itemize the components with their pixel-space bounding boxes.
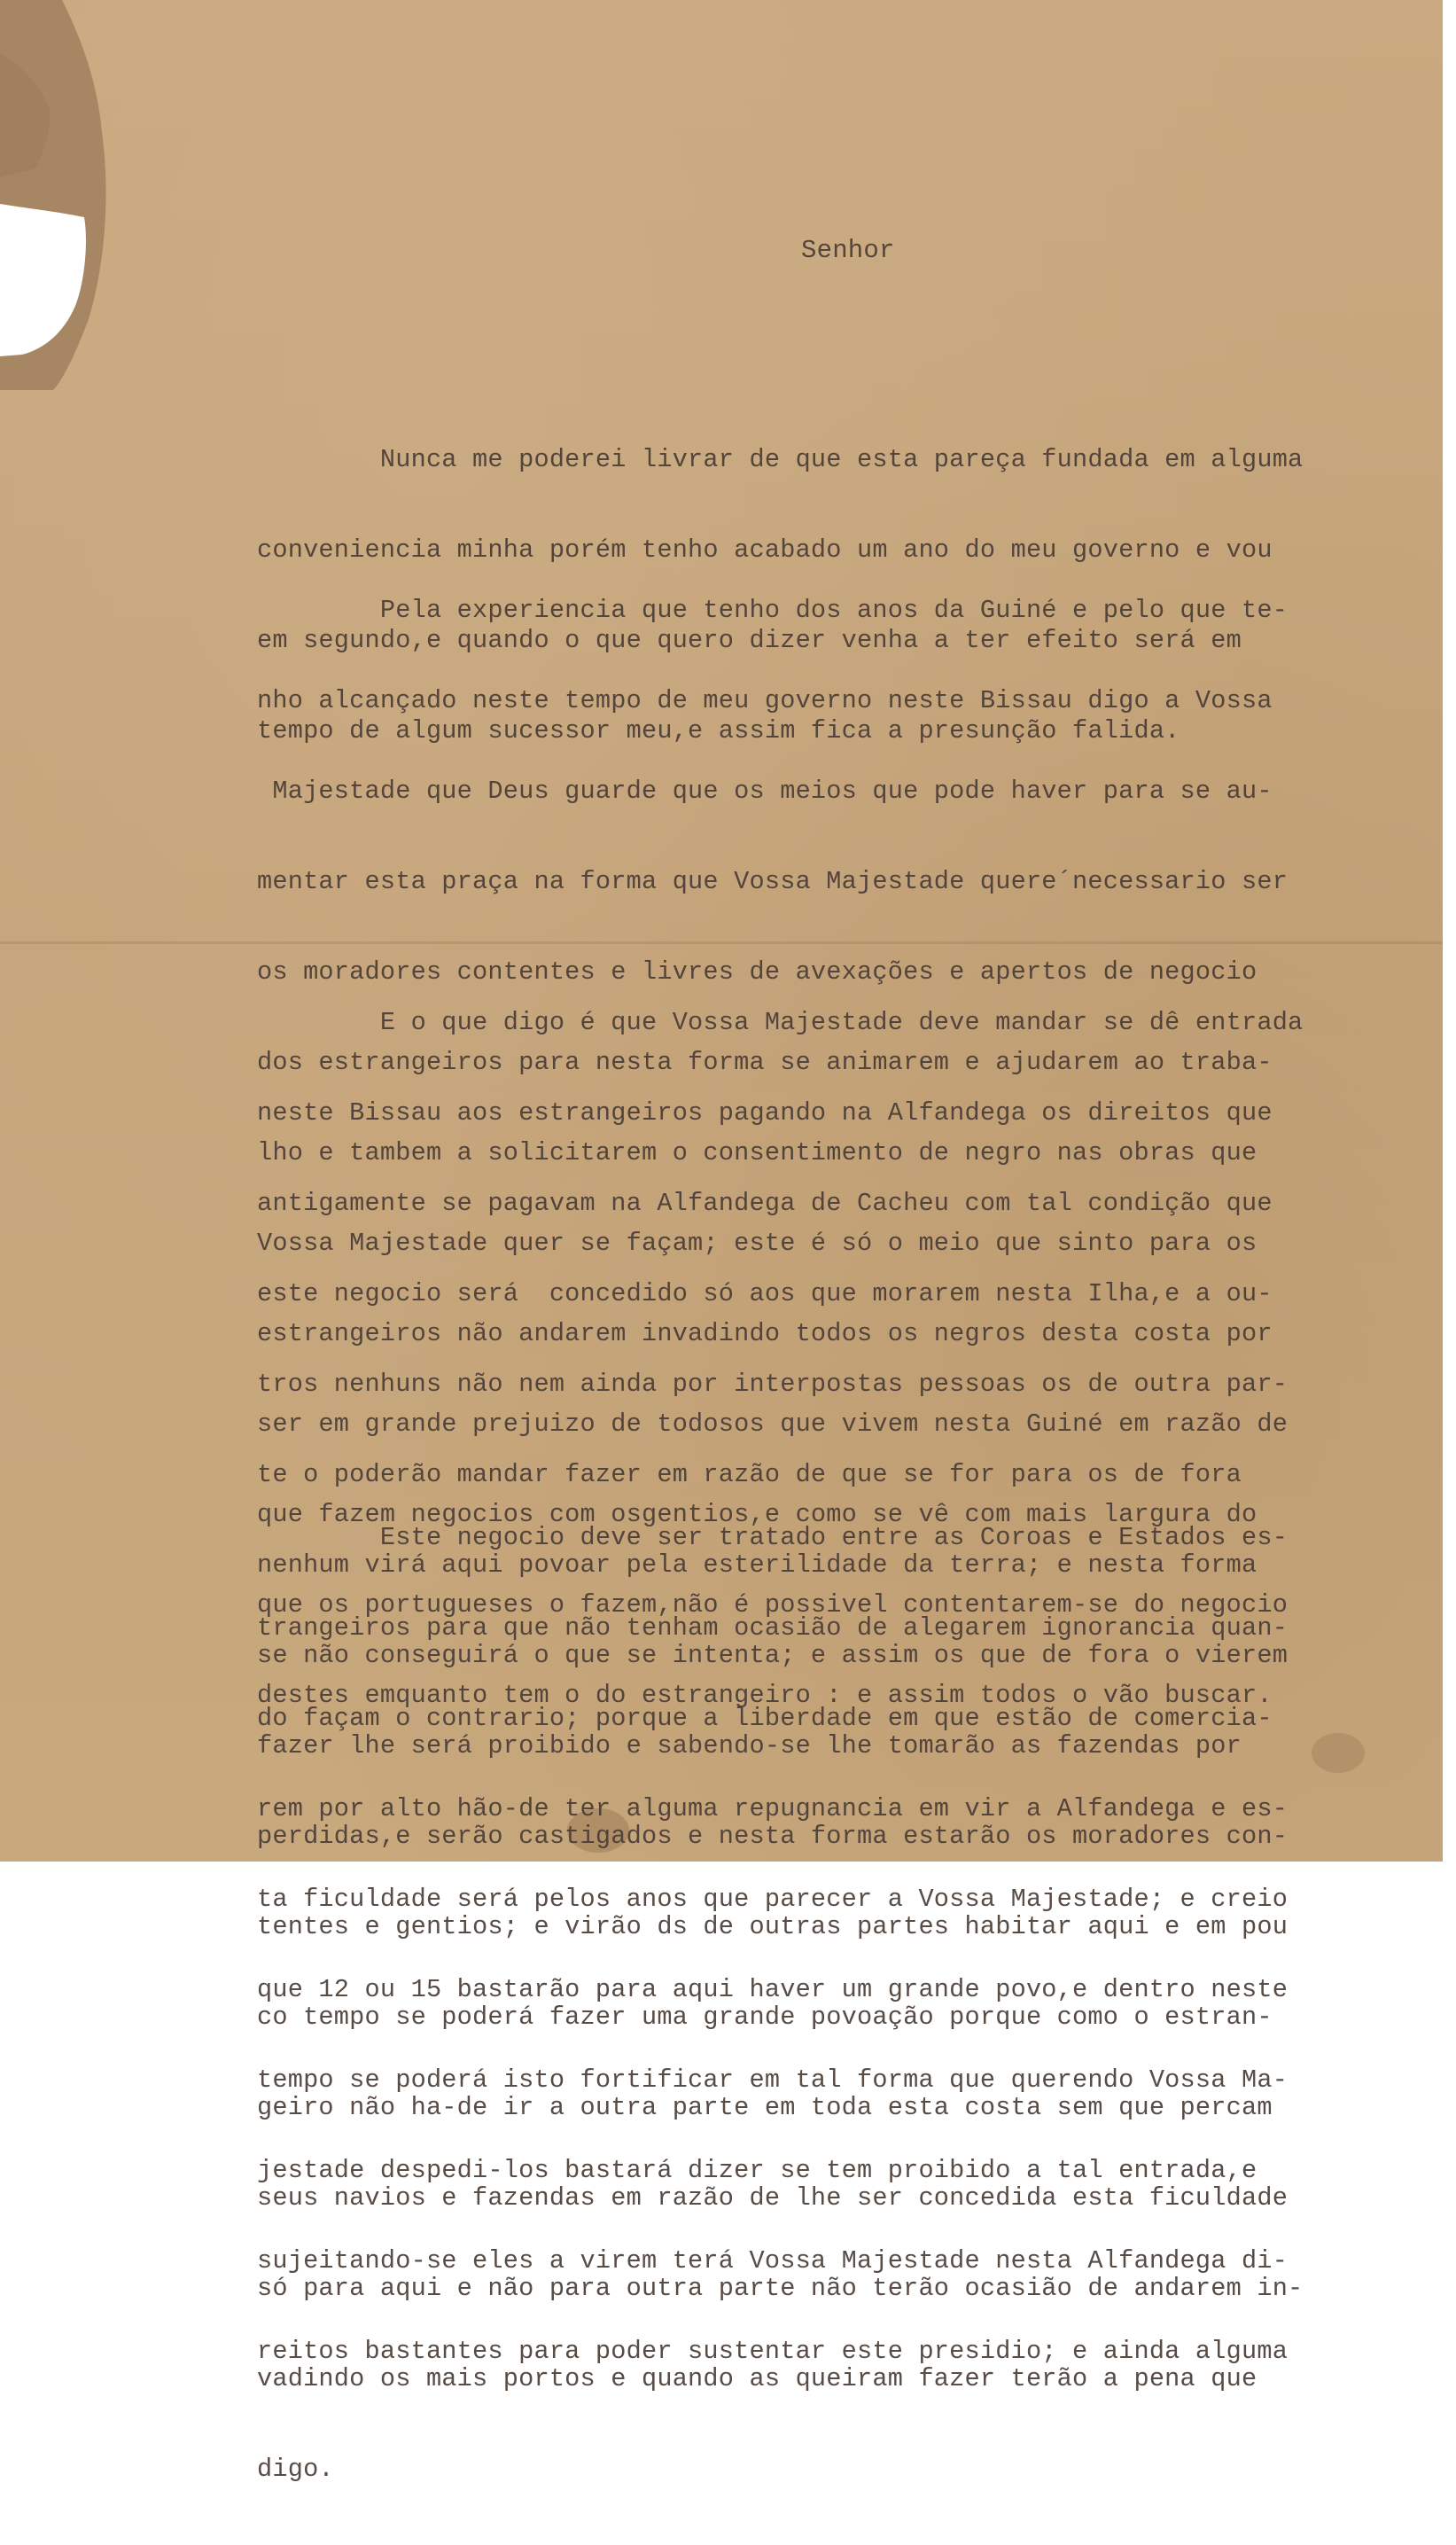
text-line: nho alcançado neste tempo de meu governo neste Bissau digo a Vossa <box>257 686 1273 715</box>
paragraph-4 <box>257 1463 1288 2427</box>
text-line: dos estrangeiros para nesta forma se animarem e ajudarem ao traba- <box>257 1048 1273 1077</box>
text-line: tempo se poderá isto fortificar em tal forma que querendo Vossa Ma- <box>257 2065 1289 2095</box>
text-line: Majestade que Deus guarde que os meios que pode haver para se au- <box>257 777 1273 806</box>
text-line: tempo de algum sucessor meu,e assim fica a presunção falida. <box>257 716 1180 746</box>
ink-stain <box>1312 1733 1365 1773</box>
text-line: geiro não ha-de ir a outra parte em toda esta costa sem que percam <box>257 2093 1273 2122</box>
salutation: Senhor <box>801 236 895 265</box>
text-line: trangeiros para que não tenham ocasião de alegarem ignorancia quan- <box>257 1613 1289 1643</box>
text-line: Este negocio deve ser tratado entre as Coroas e Estados es- <box>257 1523 1289 1552</box>
text-line: nenhum virá aqui povoar pela esterilidade da terra; e nesta forma <box>257 1550 1257 1580</box>
text-line: sujeitando-se eles a virem terá Vossa Majestade nesta Alfandega di- <box>257 2246 1289 2276</box>
torn-corner-damage <box>0 0 133 390</box>
page-margin-background <box>1443 0 1456 1862</box>
text-line: reitos bastantes para poder sustentar este presidio; e ainda alguma <box>257 2337 1289 2366</box>
text-line: perdidas,e serão castigados e nesta forma estarão os moradores con- <box>257 1822 1289 1851</box>
text-line: que os portugueses o fazem,não é possivel contentarem-se do negocio <box>257 1590 1289 1620</box>
text-line: seus navios e fazendas em razão de lhe ser concedida esta ficuldade <box>257 2183 1289 2213</box>
text-line: jestade despedi-los bastará dizer se tem proibido a tal entrada,e <box>257 2156 1257 2185</box>
text-line: antigamente se pagavam na Alfandega de Cacheu com tal condição que <box>257 1189 1273 1218</box>
text-line: rem por alto hão-de ter alguma repugnancia em vir a Alfandega e es- <box>257 1794 1289 1823</box>
text-line: os moradores contentes e livres de avexações e apertos de negocio <box>257 957 1257 987</box>
text-line: este negocio será concedido só aos que morarem nesta Ilha,e a ou- <box>257 1279 1273 1308</box>
text-line: neste Bissau aos estrangeiros pagando na Alfandega os direitos que <box>257 1098 1273 1128</box>
text-line: só para aqui e não para outra parte não terão ocasião de andarem in- <box>257 2274 1304 2303</box>
text-line: mentar esta praça na forma que Vossa Majestade quere´necessario ser <box>257 867 1289 896</box>
text-line: ta ficuldade será pelos anos que parecer a Vossa Majestade; e creio <box>257 1885 1289 1914</box>
text-line: estrangeiros não andarem invadindo todos os negros desta costa por <box>257 1319 1273 1348</box>
text-line: ser em grande prejuizo de todosos que vivem nesta Guiné em razão de <box>257 1409 1289 1439</box>
text-line: digo. <box>257 2455 334 2484</box>
text-line: tros nenhuns não nem ainda por interpostas pessoas os de outra par- <box>257 1370 1289 1399</box>
text-line: fazer lhe será proibido e sabendo-se lhe tomarão as fazendas por <box>257 1731 1242 1760</box>
text-line: do façam o contrario; porque a liberdade em que estão de comercia- <box>257 1704 1273 1733</box>
text-line: Vossa Majestade quer se façam; este é só o meio que sinto para os <box>257 1229 1257 1258</box>
text-line: se não conseguirá o que se intenta; e assim os que de fora o vierem <box>257 1641 1289 1670</box>
text-line: lho e tambem a solicitarem o consentimento de negro nas obras que <box>257 1138 1257 1167</box>
text-line: co tempo se poderá fazer uma grande povoação porque como o estran- <box>257 2002 1273 2032</box>
text-line: em segundo,e quando o que quero dizer venha a ter efeito será em <box>257 626 1242 655</box>
text-line: que 12 ou 15 bastarão para aqui haver um grande povo,e dentro neste <box>257 1975 1289 2004</box>
text-line: te o poderão mandar fazer em razão de que se for para os de fora <box>257 1460 1242 1489</box>
text-line: tentes e gentios; e virão ds de outras partes habitar aqui e em pou <box>257 1912 1289 1941</box>
text-line: destes emquanto tem o do estrangeiro : e assim todos o vão buscar. <box>257 1681 1273 1710</box>
text-line: vadindo os mais portos e quando as queiram fazer terão a pena que <box>257 2364 1257 2393</box>
text-line: Pela experiencia que tenho dos anos da Guiné e pelo que te- <box>257 596 1289 625</box>
text-line: Nunca me poderei livrar de que esta pareça fundada em alguma <box>257 445 1304 474</box>
text-line: E o que digo é que Vossa Majestade deve mandar se dê entrada <box>257 1008 1304 1037</box>
text-line: que fazem negocios com osgentios,e como se vê com mais largura do <box>257 1500 1257 1529</box>
text-line: conveniencia minha porém tenho acabado um ano do meu governo e vou <box>257 535 1273 565</box>
